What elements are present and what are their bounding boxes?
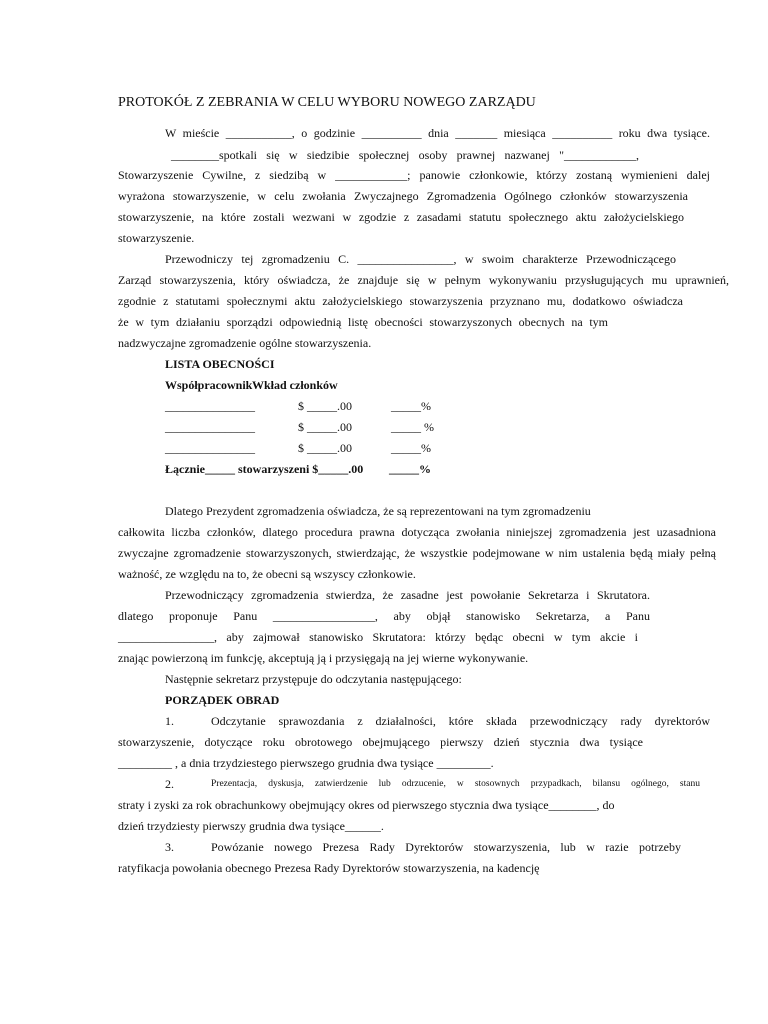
paragraph-line: ważność, ze względu na to, że obecni są wszyscy członkowie. xyxy=(118,567,416,581)
paragraph-line: W mieście ___________, o godzinie __________ dnia _______ miesiąca __________ roku dwa tysiące. xyxy=(165,126,710,140)
agenda-number: 2. xyxy=(165,777,174,791)
document-title: PROTOKÓŁ Z ZEBRANIA W CELU WYBORU NOWEGO ZARZĄDU xyxy=(118,95,536,110)
paragraph-line: że w tym działaniu sporządzi odpowiednią listę obecności stowarzyszonych obecnych na tym xyxy=(118,315,608,329)
agenda-line: ratyfikacja powołania obecnego Prezesa Rady Dyrektorów stowarzyszenia, na kadencję xyxy=(118,861,540,875)
attendance-cell: _______________ xyxy=(165,441,255,455)
paragraph-line: Zarząd stowarzyszenia, który oświadcza, że znajduje się w pełnym wykonywaniu przysługujących mu uprawnień, xyxy=(118,273,729,287)
paragraph-line: stowarzyszenie, na które zostali wezwani w zgodzie z zasadami statutu społecznego aktu założycielskiego xyxy=(118,210,684,224)
agenda-number: 3. xyxy=(165,840,174,854)
paragraph-line: wyrażona stowarzyszenie, w celu zwołania Zwyczajnego Zgromadzenia Ogólnego członków stowarzyszenia xyxy=(118,189,688,203)
agenda-line: straty i zyski za rok obrachunkowy obejmujący okres od pierwszego stycznia dwa tysiące________, do xyxy=(118,798,615,812)
agenda-line: Prezentacja, dyskusja, zatwierdzenie lub odrzucenie, w stosownych przypadkach, bilansu ogólnego, stanu xyxy=(211,779,700,789)
agenda-line: _________ , a dnia trzydziestego pierwszego grudnia dwa tysiące _________. xyxy=(118,756,494,770)
paragraph-line: całkowita liczba członków, dlatego procedura prawna dotycząca zwołania niniejszej zgromadzenia jest uzasadniona xyxy=(118,525,716,539)
attendance-cell: $ _____.00 xyxy=(298,420,352,434)
paragraph-line: stowarzyszenie. xyxy=(118,231,195,245)
attendance-col-header: Wkład członków xyxy=(252,378,338,392)
attendance-col-header: Współpracownik xyxy=(165,378,253,392)
agenda-line: dzień trzydziesty pierwszy grudnia dwa tysiące______. xyxy=(118,819,384,833)
attendance-cell: _______________ xyxy=(165,420,255,434)
attendance-cell: _______________ xyxy=(165,399,255,413)
paragraph-line: Przewodniczy tej zgromadzeniu C. ________________, w swoim charakterze Przewodniczącego xyxy=(165,252,676,266)
paragraph-line: zgodnie z statutami społecznymi aktu założycielskiego stowarzyszenia przyznano mu, dodatkowo oświadcza xyxy=(118,294,683,308)
paragraph-line: nadzwyczajne zgromadzenie ogólne stowarzyszenia. xyxy=(118,336,372,350)
attendance-cell: _____% xyxy=(391,441,431,455)
attendance-total-percent: _____% xyxy=(389,462,431,476)
paragraph-line: ________________, aby zajmował stanowisko Skrutatora: którzy będąc obecni w tym akcie i xyxy=(118,630,638,644)
agenda-heading: PORZĄDEK OBRAD xyxy=(165,693,280,707)
paragraph-line: Dlatego Prezydent zgromadzenia oświadcza, że są reprezentowani na tym zgromadzeniu xyxy=(165,504,591,518)
paragraph-line: dlatego proponuje Panu _________________, aby objął stanowisko Sekretarza, a Panu xyxy=(118,609,650,623)
attendance-cell: _____ % xyxy=(391,420,434,434)
paragraph-line: zwyczajne zgromadzenie stowarzyszonych, stwierdzając, że wszystkie podejmowane w nim ustalenia będą miały pełną xyxy=(118,546,716,560)
paragraph-line: Następnie sekretarz przystępuje do odczytania następującego: xyxy=(165,672,462,686)
attendance-cell: $ _____.00 xyxy=(298,441,352,455)
attendance-total: Łącznie_____ stowarzyszeni $_____.00 xyxy=(165,462,364,476)
paragraph-line: ________spotkali się w siedzibie społecznej osoby prawnej nazwanej "____________, xyxy=(171,148,639,162)
attendance-cell: $ _____.00 xyxy=(298,399,352,413)
attendance-cell: _____% xyxy=(391,399,431,413)
attendance-heading: LISTA OBECNOŚCI xyxy=(165,357,275,371)
agenda-number: 1. xyxy=(165,714,174,728)
agenda-line: Powózanie nowego Prezesa Rady Dyrektorów stowarzyszenia, lub w razie potrzeby xyxy=(211,840,681,854)
paragraph-line: znając powierzoną im funkcję, akceptują ją i przysięgają na jej wierne wykonywanie. xyxy=(118,651,529,665)
paragraph-line: Przewodniczący zgromadzenia stwierdza, że zasadne jest powołanie Sekretarza i Skrutatora. xyxy=(165,588,650,602)
agenda-line: stowarzyszenie, dotyczące roku obrotowego obejmującego pierwszy dzień stycznia dwa tysiące xyxy=(118,735,643,749)
paragraph-line: Stowarzyszenie Cywilne, z siedzibą w ____________; panowie członkowie, którzy zostaną wymienieni dalej xyxy=(118,168,710,182)
agenda-line: Odczytanie sprawozdania z działalności, które składa przewodniczący rady dyrektorów xyxy=(211,714,710,728)
